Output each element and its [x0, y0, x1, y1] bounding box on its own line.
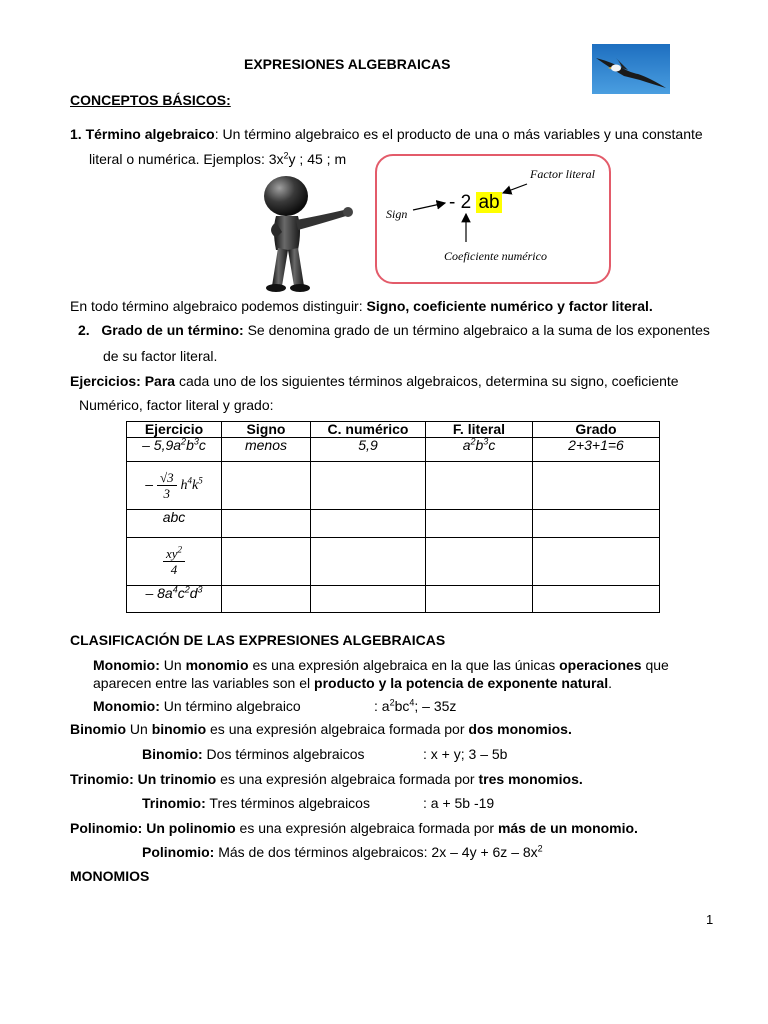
item-termino-algebraico: 1. Término algebraico: Un término algebraico es el producto de una o más variables y una constante — [70, 126, 703, 142]
binomio-definition: Binomio Un binomio es una expresión algebraica formada por dos monomios. — [70, 721, 572, 737]
header-coeficiente: C. numérico — [311, 422, 426, 438]
section-monomios: MONOMIOS — [70, 868, 150, 884]
cell-literal — [426, 510, 533, 538]
cell-coeficiente — [311, 510, 426, 538]
table-row — [127, 510, 660, 538]
cell-coeficiente: 5,9 — [311, 438, 426, 462]
diagram-arrows — [375, 154, 611, 284]
cell-signo — [222, 510, 311, 538]
table-row — [127, 438, 660, 462]
page-number: 1 — [706, 912, 714, 927]
binomio-example: : x + y; 3 – 5b — [423, 746, 508, 762]
cell-ejercicio — [127, 538, 222, 586]
monomio-example: : $a^2bc^4$; – 35z — [374, 697, 457, 714]
label-factor-literal: Factor literal — [530, 167, 595, 181]
cell-signo — [222, 462, 311, 510]
monomio-example-label: Monomio: Un término algebraico — [93, 698, 301, 714]
cell-signo — [222, 538, 311, 586]
section-clasificacion: CLASIFICACIÓN DE LAS EXPRESIONES ALGEBRAICAS — [70, 632, 446, 648]
cell-grado — [533, 586, 660, 613]
exercise-table — [126, 421, 660, 613]
eagle-image — [592, 44, 670, 94]
polinomio-definition: Polinomio: Un polinomio es una expresión algebraica formada por más de un monomio. — [70, 820, 638, 836]
polinomio-example: Polinomio: Más de dos términos algebraicos: $2x - 4y + 6z - 8x^2$ — [142, 843, 543, 860]
section-conceptos: CONCEPTOS BÁSICOS: — [70, 92, 231, 108]
monomio-definition-line2: aparecen entre las variables son el producto y la potencia de exponente natural. — [93, 675, 612, 691]
table-row — [127, 586, 660, 613]
distinguir-text: En todo término algebraico podemos distinguir: Signo, coeficiente numérico y factor literal. — [70, 298, 653, 314]
trinomio-example-label: Trinomio: Tres términos algebraicos — [142, 795, 370, 811]
cell-ejercicio: abc — [127, 510, 222, 538]
ejercicios-line2: Numérico, factor literal y grado: — [79, 397, 274, 413]
cell-coeficiente — [311, 538, 426, 586]
table-row — [127, 538, 660, 586]
cell-ejercicio: – $5,9a^2b^3c$ — [127, 438, 222, 462]
item-termino-ejemplos: literal o numérica. Ejemplos: $3x^2y$ ; 45 ; m — [89, 150, 347, 167]
cell-grado — [533, 538, 660, 586]
item-grado-line2: de su factor literal. — [103, 348, 218, 364]
header-ejercicio: Ejercicio — [127, 422, 222, 438]
cell-literal — [426, 586, 533, 613]
header-grado: Grado — [533, 422, 660, 438]
table-row — [127, 462, 660, 510]
monomio-definition: Monomio: Un monomio es una expresión algebraica en la que las únicas operaciones que — [93, 657, 669, 673]
cell-literal — [426, 462, 533, 510]
arrow-sign — [413, 203, 445, 210]
label-coeficiente: Coeficiente numérico — [444, 249, 547, 263]
cell-coeficiente — [311, 586, 426, 613]
cell-ejercicio: – $\frac{√3}{3}$ $h^4k^5$ — [127, 462, 222, 510]
cell-literal — [426, 538, 533, 586]
table-header-row — [127, 422, 660, 438]
header-signo: Signo — [222, 422, 311, 438]
cell-coeficiente — [311, 462, 426, 510]
term-example-expression: - 2 ab — [449, 192, 500, 213]
label-sign: Sign — [386, 207, 408, 221]
header-literal: F. literal — [426, 422, 533, 438]
page-title: EXPRESIONES ALGEBRAICAS — [244, 56, 451, 72]
binomio-example-label: Binomio: Dos términos algebraicos — [142, 746, 365, 762]
cell-grado — [533, 462, 660, 510]
cell-ejercicio: – $8a^4c^2d^3$ — [127, 586, 222, 613]
arrow-factor-literal — [503, 184, 527, 193]
cell-grado: 2+3+1=6 — [533, 438, 660, 462]
ejercicios-instruction: Ejercicios: Para cada uno de los siguientes términos algebraicos, determina su signo, coeficiente — [70, 373, 679, 389]
cell-signo — [222, 586, 311, 613]
item-grado-termino: 2. Grado de un término: Se denomina grado de un término algebraico a la suma de los exponentes — [78, 322, 710, 338]
trinomio-definition: Trinomio: Un trinomio es una expresión algebraica formada por tres monomios. — [70, 771, 583, 787]
fraction: $\frac{xy^2}{4}$ — [163, 546, 185, 577]
cell-grado — [533, 510, 660, 538]
cell-signo: menos — [222, 438, 311, 462]
cell-literal: $a^2b^3c$ — [426, 438, 533, 462]
literal-highlight: ab — [478, 192, 500, 213]
trinomio-example: : a + 5b -19 — [423, 795, 495, 811]
pointing-figure-image — [258, 170, 358, 298]
fraction: $\frac{√3}{3}$ — [157, 470, 177, 501]
